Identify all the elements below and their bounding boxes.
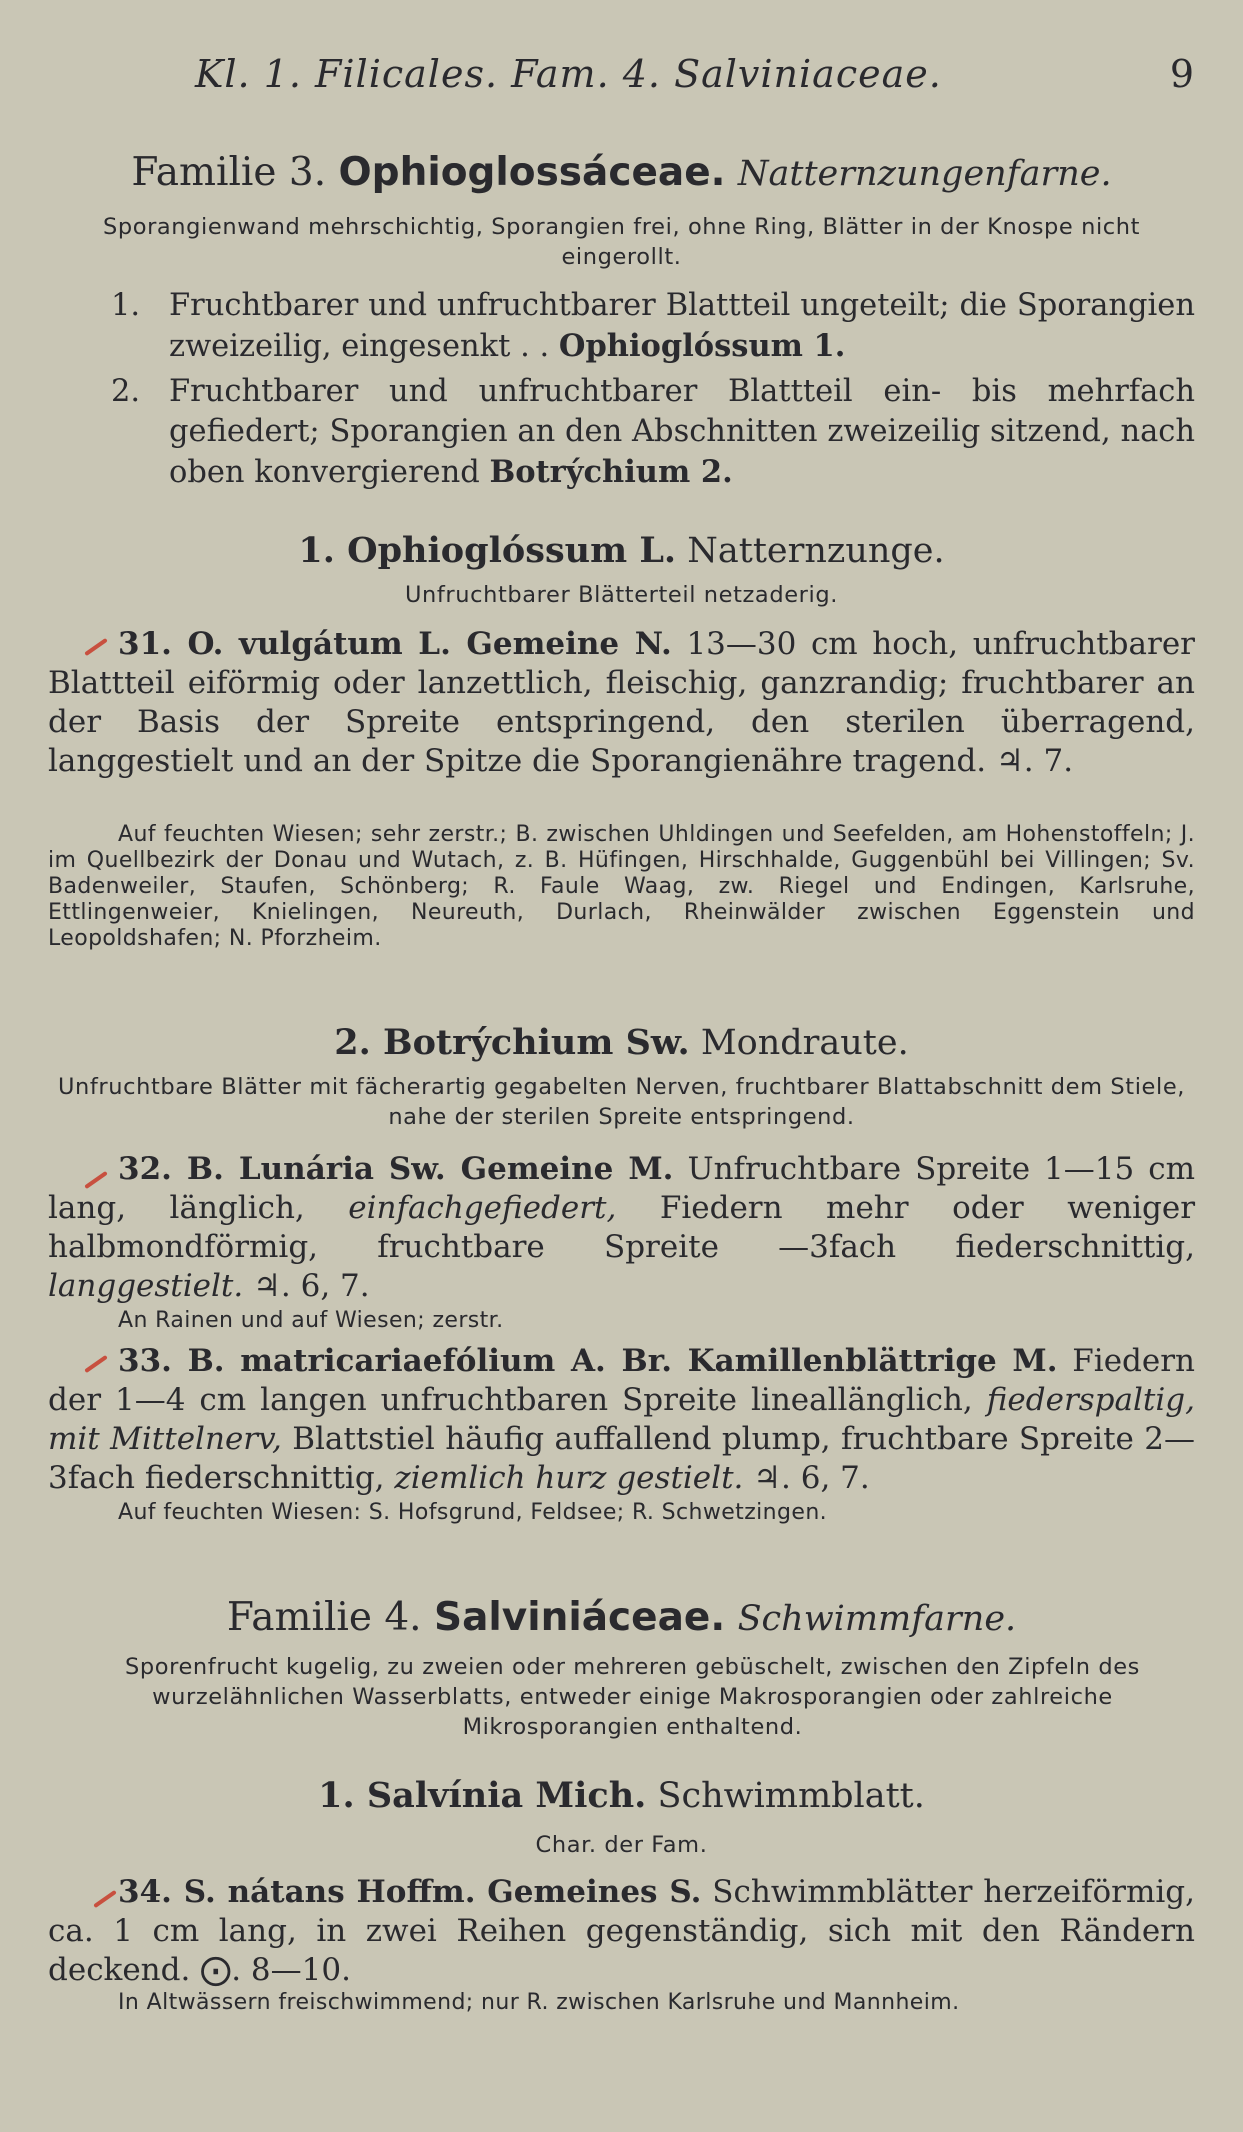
family-common-name: Schwimmfarne. [737,1599,1017,1639]
genus-salvinia-note: Char. der Fam. [535,1832,708,1858]
family-label: Familie 3. [131,150,327,195]
species-33-localities: Auf feuchten Wiesen: S. Hofsgrund, Feldsee; R. Schwetzingen. [118,1500,828,1525]
species-31-localities: Auf feuchten Wiesen; sehr zerstr.; B. zwischen Uhldingen und Seefelden, am Hohenstoffeln; J. im Quellbezirk der Donau und Wutach, z. B. Hüfingen, Hirschhalde, Guggenbühl bei Villingen; Sv. Badenweiler, Staufen, Schönberg; R. Faule Waag, zw. Riegel und Endingen, Karlsruhe, Ettlingenweier, Knielingen, Neureuth, Durlach, Rheinwälder zwischen Eggenstein und Leopoldshafen; N. Pforzheim. [48,822,1195,951]
family-4-description: Sporenfrucht kugelig, zu zweien oder mehreren gebüschelt, zwischen den Zipfeln des wurzelähnlichen Wasserblatts, entweder einige Makrosporangien oder zahlreiche Mikrosporangien enthaltend. [124,1654,1141,1740]
key-item-2: 2. Fruchtbarer und unfruchtbarer Blattteil ein- bis mehrfach gefiedert; Sporangien an den Abschnitten zweizeilig sitzend, nach oben konvergierend Botrýchium 2. [111,374,1195,490]
family-common-name: Natternzungenfarne. [737,154,1112,194]
page-number: 9 [1169,52,1195,96]
family-name: Ophioglossáceae. [338,150,726,195]
species-34: 34. S. nátans Hoffm. Gemeines S. Schwimmblätter herzeiförmig, ca. 1 cm lang, in zwei Reihen gegenständig, sich mit den Rändern deckend. ⨀. 8—10. [48,1874,1195,1988]
family-3-description: Sporangienwand mehrschichtig, Sporangien frei, ohne Ring, Blätter in der Knospe nicht eingerollt. [102,214,1141,270]
genus-botrychium-note: Unfruchtbare Blätter mit fächerartig gegabelten Nerven, fruchtbarer Blattabschnitt dem Stiele, nahe der sterilen Spreite entspringend. [57,1074,1186,1130]
family-4-heading [0,1595,1243,1640]
genus-ophioglossum-note: Unfruchtbarer Blätterteil netzaderig. [404,582,838,608]
family-name: Salviniáceae. [434,1595,726,1640]
species-34-localities: In Altwässern freischwimmend; nur R. zwischen Karlsruhe und Mannheim. [118,1990,960,2015]
key-item-1: 1. Fruchtbarer und unfruchtbarer Blattteil ungeteilt; die Sporangien zweizeilig, eingesenkt . . Ophioglóssum 1. [111,288,1195,364]
species-32: 32. B. Lunária Sw. Gemeine M. Unfruchtbare Spreite 1—15 cm lang, länglich, einfachgefiedert, Fiedern mehr oder weniger halbmondförmig, fruchtbare Spreite —3fach fiederschnittig, langgestielt. ♃. 6, 7. [48,1151,1196,1304]
species-33: 33. B. matricariaefólium A. Br. Kamillenblättrige M. Fiedern der 1—4 cm langen unfruchtbaren Spreite lineallänglich, fiederspaltig, mit Mittelnerv, Blattstiel häufig auffallend plump, fruchtbare Spreite 2—3fach fiederschnittig, ziemlich hurz gestielt. ♃. 6, 7. [48,1343,1196,1496]
genus-ophioglossum-heading: 1. Ophioglóssum L. Natternzunge. [298,530,945,571]
family-label: Familie 4. [226,1595,422,1640]
genus-botrychium-heading: 2. Botrýchium Sw. Mondraute. [334,1022,909,1063]
running-header [0,52,1243,112]
running-title: Kl. 1. Filicales. Fam. 4. Salviniaceae. [195,52,942,96]
family-3-heading [0,150,1243,195]
species-32-localities: An Rainen und auf Wiesen; zerstr. [118,1308,504,1333]
species-31: 31. O. vulgátum L. Gemeine N. 13—30 cm hoch, unfruchtbarer Blattteil eiförmig oder lanzettlich, fleischig, ganzrandig; fruchtbarer an der Basis der Spreite entspringend, den sterilen überragend, langgestielt und an der Spitze die Sporangienähre tragend. ♃. 7. [48,626,1195,779]
genus-salvinia-heading: 1. Salvínia Mich. Schwimmblatt. [318,1775,925,1816]
